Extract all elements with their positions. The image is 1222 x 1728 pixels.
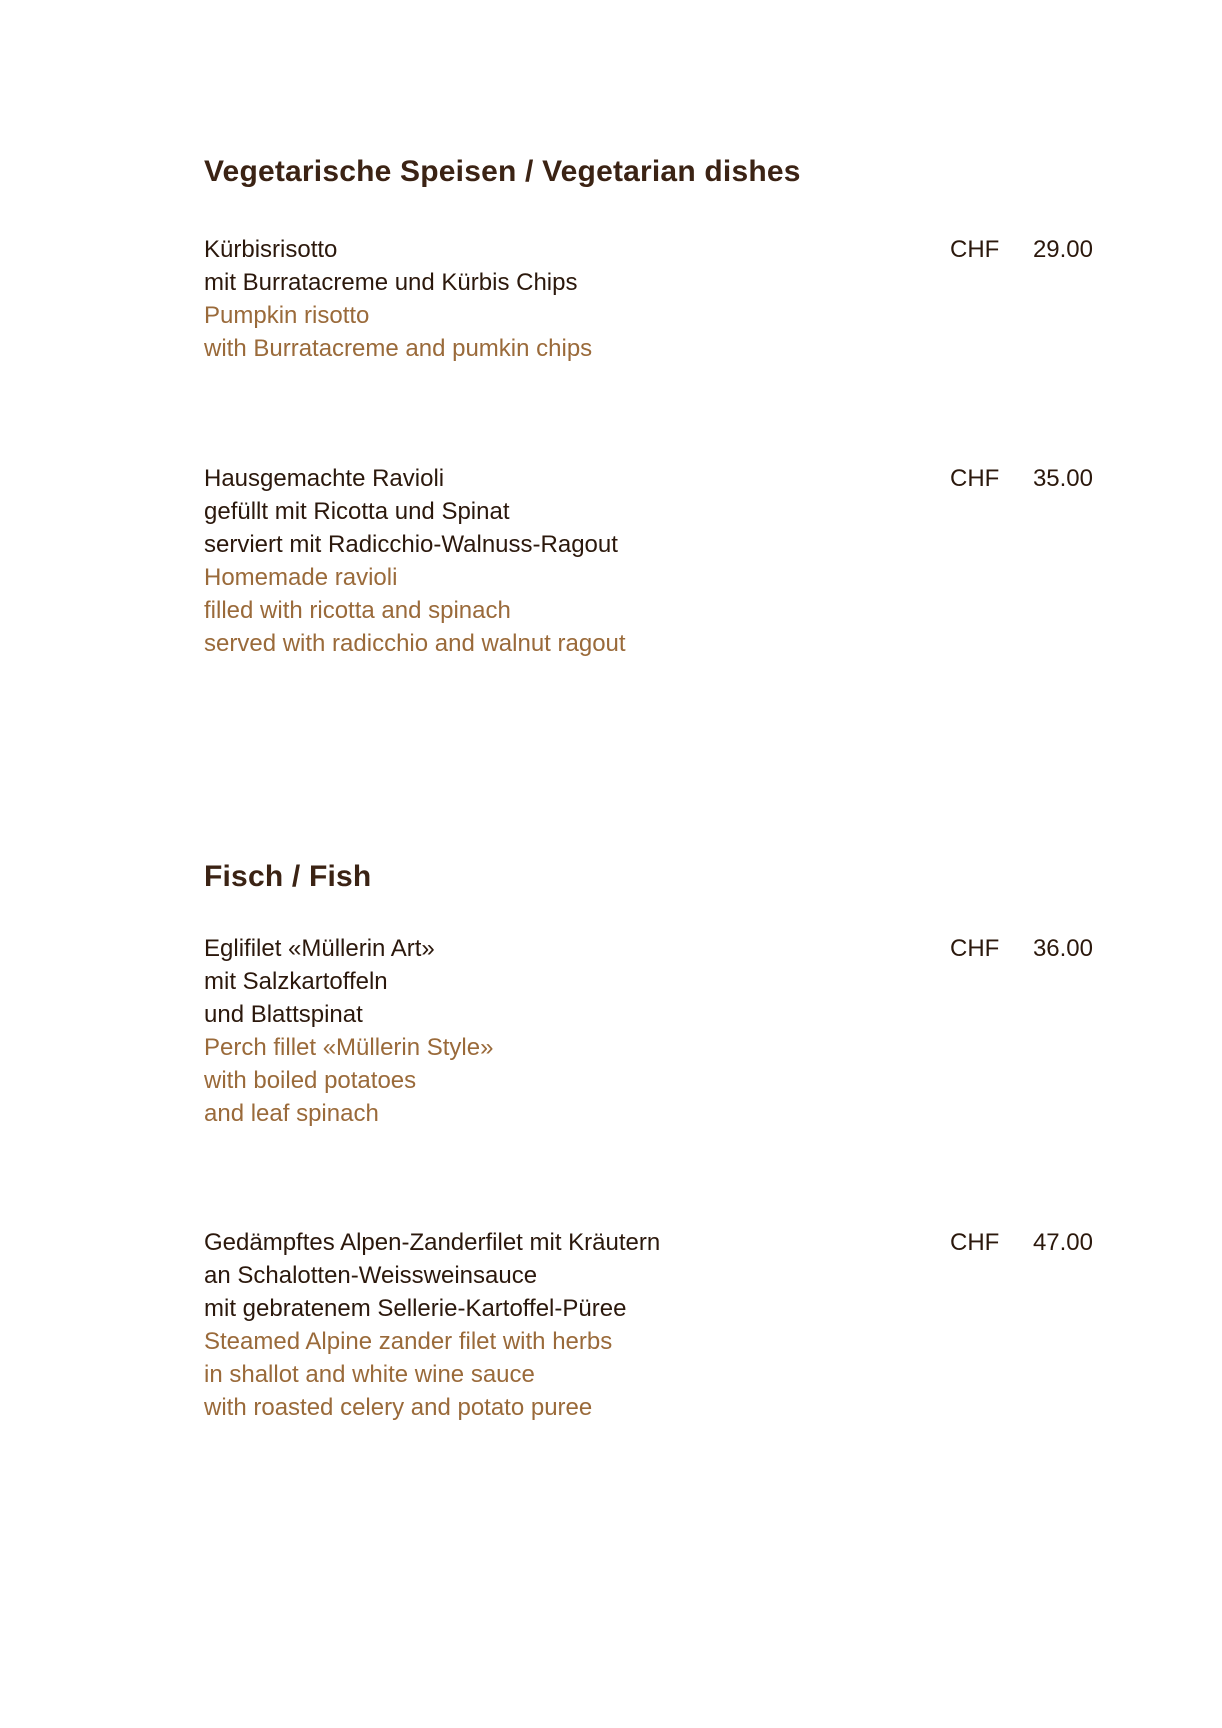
dish-detail-en: with boiled potatoes [204,1067,417,1094]
dish-item-eglifilet [204,932,1104,1130]
dish-name-de: Kürbisrisotto [204,236,338,263]
dish-name-de: Hausgemachte Ravioli [204,465,445,492]
dish-currency: CHF [950,465,1000,492]
dish-detail-en: with Burratacreme and pumkin chips [204,335,593,362]
dish-detail-de: mit Burratacreme und Kürbis Chips [204,269,578,296]
dish-detail-de: an Schalotten-Weissweinsauce [204,1262,538,1289]
dish-name-en: Pumpkin risotto [204,302,370,329]
dish-currency: CHF [950,935,1000,962]
dish-description [204,233,904,365]
dish-item-ravioli [204,462,1104,660]
dish-currency: CHF [950,1229,1000,1256]
dish-name-en: Perch fillet «Müllerin Style» [204,1034,494,1061]
dish-detail-en: in shallot and white wine sauce [204,1361,535,1388]
dish-description [204,462,904,660]
dish-detail-de: mit Salzkartoffeln [204,968,388,995]
section-title-fish: Fisch / Fish [204,860,372,893]
dish-description [204,932,904,1130]
dish-currency: CHF [950,236,1000,263]
dish-price: 29.00 [1032,236,1093,263]
dish-item-zanderfilet [204,1226,1104,1424]
dish-description [204,1226,904,1424]
dish-item-kuerbisrisotto [204,233,1104,365]
dish-price: 36.00 [1032,935,1093,962]
dish-detail-en: and leaf spinach [204,1100,379,1127]
dish-detail-de: und Blattspinat [204,1001,363,1028]
dish-detail-en: served with radicchio and walnut ragout [204,630,626,657]
dish-detail-en: filled with ricotta and spinach [204,597,511,624]
dish-detail-de: serviert mit Radicchio-Walnuss-Ragout [204,531,618,558]
dish-price: 47.00 [1032,1229,1093,1256]
dish-name-en: Steamed Alpine zander filet with herbs [204,1328,613,1355]
dish-detail-en: with roasted celery and potato puree [204,1394,593,1421]
dish-name-de: Gedämpftes Alpen-Zanderfilet mit Kräutern [204,1229,661,1256]
dish-name-en: Homemade ravioli [204,564,398,591]
dish-detail-de: mit gebratenem Sellerie-Kartoffel-Püree [204,1295,627,1322]
section-title-vegetarian: Vegetarische Speisen / Vegetarian dishes [204,155,801,188]
dish-detail-de: gefüllt mit Ricotta und Spinat [204,498,510,525]
dish-price: 35.00 [1032,465,1093,492]
dish-name-de: Eglifilet «Müllerin Art» [204,935,435,962]
